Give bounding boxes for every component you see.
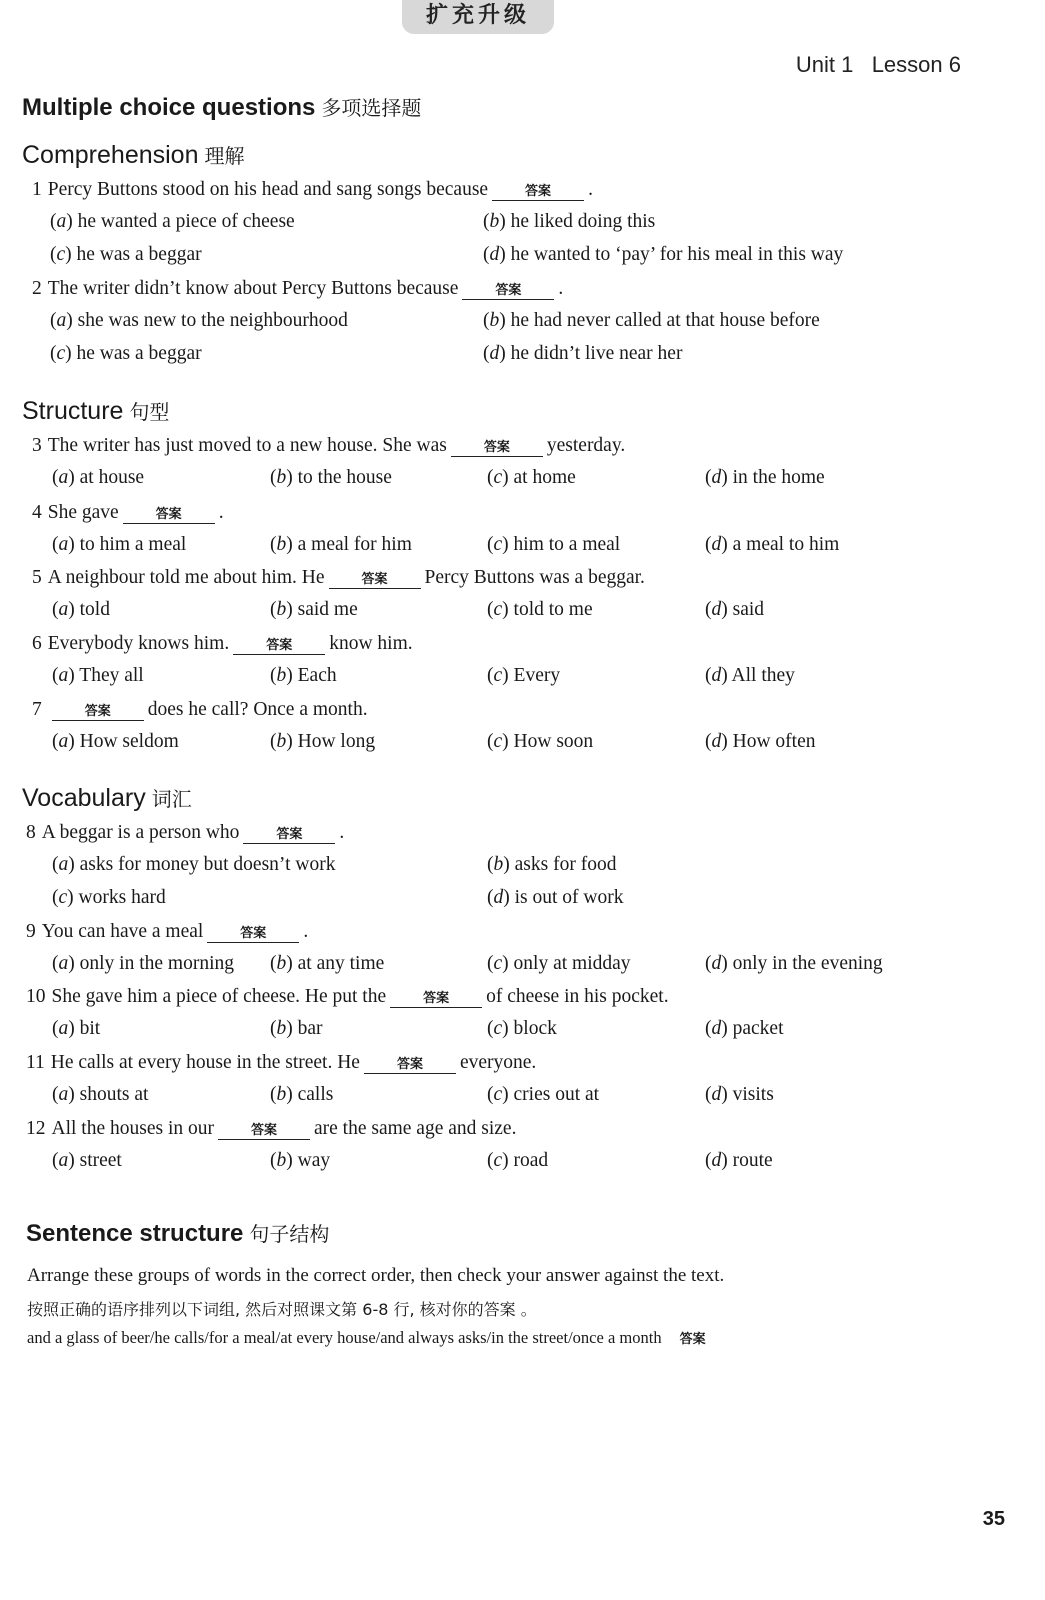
section-heading-cn: 词汇 [151,787,192,811]
answer-option: (c) he was a beggar [50,343,202,364]
question-stem [32,435,625,457]
answer-option: (d) he wanted to ‘pay’ for his meal in this way [483,244,844,265]
answer-blank: 答案 [218,1123,310,1140]
question-text: You can have a meal [41,921,204,942]
question-text: He calls at every house in the street. He [50,1052,360,1073]
instruction-cn: 按照正确的语序排列以下词组, 然后对照课文第 6-8 行, 核对你的答案 。 [27,1300,537,1319]
instruction-en: Arrange these groups of words in the correct order, then check your answer against the text. [27,1265,725,1286]
option-text: he wanted a piece of cheese [77,211,295,232]
option-letter: a [58,1150,69,1171]
option-letter: b [489,211,500,232]
answer-option: (b) How long [270,731,376,752]
question-stem [26,1052,536,1074]
option-letter: a [56,211,67,232]
answer-option: (a) bit [52,1018,101,1039]
option-letter: d [711,467,722,488]
answer-option: (c) only at midday [487,953,631,974]
option-letter: c [493,953,503,974]
answer-option: (b) asks for food [487,854,617,875]
option-letter: a [58,467,69,488]
option-text: shouts at [79,1084,149,1105]
question-number: 8 [26,822,36,843]
question-text-after: are the same age and size. [313,1118,517,1139]
answer-option: (d) a meal to him [705,534,840,555]
question-stem [32,179,593,201]
question-text-after: . [339,822,345,843]
option-text: street [79,1150,122,1171]
option-letter: b [493,854,504,875]
question-number: 5 [32,567,42,588]
answer-label: 答案 [679,1332,706,1347]
option-text: block [513,1018,557,1039]
answer-option: (a) shouts at [52,1084,149,1105]
option-letter: a [58,599,69,620]
question-stem [32,699,368,721]
question-text: Percy Buttons stood on his head and sang songs because [47,179,489,200]
section-heading-en: Structure [22,397,124,425]
option-text: said me [297,599,358,620]
answer-blank: 答案 [492,184,584,201]
option-text: only at midday [513,953,631,974]
answer-option: (d) is out of work [487,887,624,908]
option-letter: b [489,310,500,331]
answer-option: (a) she was new to the neighbourhood [50,310,348,331]
answer-option: (c) he was a beggar [50,244,202,265]
option-letter: b [276,731,287,752]
option-text: packet [732,1018,784,1039]
question-text-after: . [303,921,309,942]
heading-en: Sentence structure [26,1220,244,1247]
answer-option: (d) he didn’t live near her [483,343,683,364]
question-number: 4 [32,502,42,523]
option-letter: d [711,953,722,974]
option-text: at house [79,467,145,488]
option-letter: a [58,731,69,752]
answer-blank: 答案 [52,704,144,721]
option-letter: a [58,665,69,686]
page-number: 35 [982,1508,1005,1530]
option-letter: d [711,1084,722,1105]
answer-option: (d) in the home [705,467,825,488]
answer-option: (c) at home [487,467,576,488]
option-text: he wanted to ‘pay’ for his meal in this way [510,244,844,265]
question-number: 10 [26,986,46,1007]
answer-option: (b) bar [270,1018,323,1039]
option-text: in the home [732,467,825,488]
option-text: asks for food [514,854,617,875]
answer-option: (c) works hard [52,887,166,908]
heading-cn: 句子结构 [249,1222,330,1246]
answer-option: (d) route [705,1150,773,1171]
option-letter: d [711,1150,722,1171]
option-text: road [513,1150,549,1171]
question-text: All the houses in our [51,1118,214,1139]
option-text: he liked doing this [510,211,656,232]
option-text: she was new to the neighbourhood [77,310,348,331]
option-text: How often [732,731,816,752]
question-stem [32,278,563,300]
section-heading [22,396,169,426]
option-text: They all [79,665,144,686]
option-letter: c [493,599,503,620]
option-text: to him a meal [79,534,187,555]
answer-blank: 答案 [207,926,299,943]
option-text: told to me [513,599,593,620]
answer-option: (c) him to a meal [487,534,621,555]
answer-option: (d) visits [705,1084,774,1105]
unit-lesson-label: Unit 1 Lesson 6 [795,52,961,77]
answer-option: (a) How seldom [52,731,179,752]
answer-blank: 答案 [233,638,325,655]
answer-option: (d) How often [705,731,816,752]
option-letter: c [58,887,68,908]
option-letter: c [493,665,503,686]
answer-option: (a) They all [52,665,144,686]
answer-option: (b) to the house [270,467,392,488]
option-text: All they [731,665,795,686]
option-letter: d [711,665,722,686]
option-text: said [732,599,765,620]
answer-option: (b) he liked doing this [483,211,656,232]
page-title [22,92,421,122]
option-text: Each [297,665,337,686]
answer-blank: 答案 [390,991,482,1008]
option-letter: a [58,854,69,875]
answer-option: (b) a meal for him [270,534,412,555]
section-heading [22,140,245,170]
option-text: he had never called at that house before [510,310,820,331]
option-letter: d [711,731,722,752]
option-text: route [732,1150,773,1171]
answer-option: (b) calls [270,1084,334,1105]
answer-blank: 答案 [243,827,335,844]
option-letter: b [276,599,287,620]
option-text: bit [79,1018,101,1039]
option-letter: d [711,534,722,555]
title-en: Multiple choice questions [22,94,316,121]
option-text: him to a meal [513,534,621,555]
option-letter: b [276,1018,287,1039]
option-letter: b [276,1084,287,1105]
question-number: 11 [26,1052,45,1073]
question-text-after: everyone. [459,1052,537,1073]
option-letter: c [493,1018,503,1039]
question-text-after: Percy Buttons was a beggar. [424,567,645,588]
question-number: 3 [32,435,42,456]
section-heading-en: Vocabulary [22,784,146,812]
option-letter: a [58,1018,69,1039]
answer-option: (a) at house [52,467,145,488]
option-letter: c [493,467,503,488]
question-stem [26,822,344,844]
question-text-after: . [558,278,564,299]
option-text: only in the morning [79,953,234,974]
question-text-after: does he call? Once a month. [147,699,368,720]
option-letter: a [58,953,69,974]
question-number: 9 [26,921,36,942]
answer-option: (a) told [52,599,110,620]
question-text-after: . [218,502,224,523]
section-heading [22,783,192,813]
option-text: works hard [78,887,166,908]
answer-option: (b) way [270,1150,331,1171]
question-number: 12 [26,1118,46,1139]
option-text: How soon [513,731,594,752]
answer-option: (c) How soon [487,731,594,752]
answer-blank: 答案 [123,507,215,524]
question-text: A beggar is a person who [41,822,240,843]
option-text: only in the evening [732,953,883,974]
question-text: She gave him a piece of cheese. He put the [51,986,387,1007]
answer-option: (a) street [52,1150,122,1171]
option-letter: d [489,244,500,265]
option-text: Every [513,665,561,686]
option-letter: d [489,343,500,364]
answer-option: (c) told to me [487,599,593,620]
title-cn: 多项选择题 [321,96,422,120]
answer-option: (c) block [487,1018,557,1039]
option-letter: b [276,1150,287,1171]
sentence-structure-heading [26,1218,329,1248]
answer-option: (a) asks for money but doesn’t work [52,854,336,875]
question-stem [32,567,645,589]
answer-option: (d) said [705,599,765,620]
option-text: at home [513,467,576,488]
option-text: way [297,1150,331,1171]
option-text: How seldom [79,731,179,752]
section-heading-cn: 句型 [129,400,170,424]
answer-blank: 答案 [462,283,554,300]
answer-option: (d) All they [705,665,795,686]
question-stem [26,986,669,1008]
section-banner: 扩充升级 [402,0,554,34]
option-letter: c [493,534,503,555]
option-text: asks for money but doesn’t work [79,854,336,875]
option-text: bar [297,1018,323,1039]
section-heading-en: Comprehension [22,141,199,169]
option-text: is out of work [514,887,624,908]
option-letter: b [276,953,287,974]
option-text: calls [297,1084,334,1105]
option-text: How long [297,731,376,752]
question-text: She gave [47,502,119,523]
question-text: The writer didn’t know about Percy Buttons because [47,278,459,299]
question-stem [32,633,413,655]
answer-option: (b) he had never called at that house before [483,310,820,331]
section-heading-cn: 理解 [204,144,245,168]
question-stem [26,921,308,943]
option-letter: d [711,599,722,620]
option-text: he was a beggar [76,244,202,265]
option-letter: d [493,887,504,908]
question-number: 2 [32,278,42,299]
option-text: a meal for him [297,534,412,555]
word-groups-text: and a glass of beer/he calls/for a meal/at every house/and always asks/in the street/once a month [27,1328,662,1347]
answer-option: (b) at any time [270,953,385,974]
answer-option: (c) cries out at [487,1084,600,1105]
option-letter: c [56,343,66,364]
option-letter: c [56,244,66,265]
answer-option: (d) only in the evening [705,953,883,974]
question-stem [32,502,224,524]
option-letter: c [493,1150,503,1171]
option-text: he was a beggar [76,343,202,364]
option-letter: b [276,467,287,488]
option-letter: a [56,310,67,331]
answer-option: (a) to him a meal [52,534,187,555]
option-text: told [79,599,110,620]
option-letter: b [276,665,287,686]
answer-option: (a) he wanted a piece of cheese [50,211,295,232]
question-text-after: of cheese in his pocket. [486,986,669,1007]
option-letter: a [58,534,69,555]
answer-option: (c) Every [487,665,561,686]
answer-blank: 答案 [364,1057,456,1074]
answer-option: (b) said me [270,599,358,620]
answer-option: (b) Each [270,665,337,686]
answer-blank: 答案 [329,572,421,589]
answer-option: (c) road [487,1150,549,1171]
option-text: at any time [297,953,385,974]
question-stem [26,1118,516,1140]
option-text: to the house [297,467,392,488]
option-text: visits [732,1084,774,1105]
question-text: A neighbour told me about him. He [47,567,325,588]
option-letter: c [493,1084,503,1105]
option-text: he didn’t live near her [510,343,683,364]
option-letter: c [493,731,503,752]
option-letter: b [276,534,287,555]
answer-option: (d) packet [705,1018,784,1039]
question-number: 6 [32,633,42,654]
question-number: 7 [32,699,42,720]
option-letter: a [58,1084,69,1105]
answer-option: (a) only in the morning [52,953,234,974]
option-text: a meal to him [732,534,840,555]
option-letter: d [711,1018,722,1039]
option-text: cries out at [513,1084,600,1105]
answer-blank: 答案 [451,440,543,457]
word-groups [27,1328,706,1348]
question-text: Everybody knows him. [47,633,230,654]
question-number: 1 [32,179,42,200]
question-text: The writer has just moved to a new house. She was [47,435,447,456]
question-text-after: . [588,179,593,200]
question-text-after: yesterday. [546,435,626,456]
question-text-after: know him. [329,633,413,654]
